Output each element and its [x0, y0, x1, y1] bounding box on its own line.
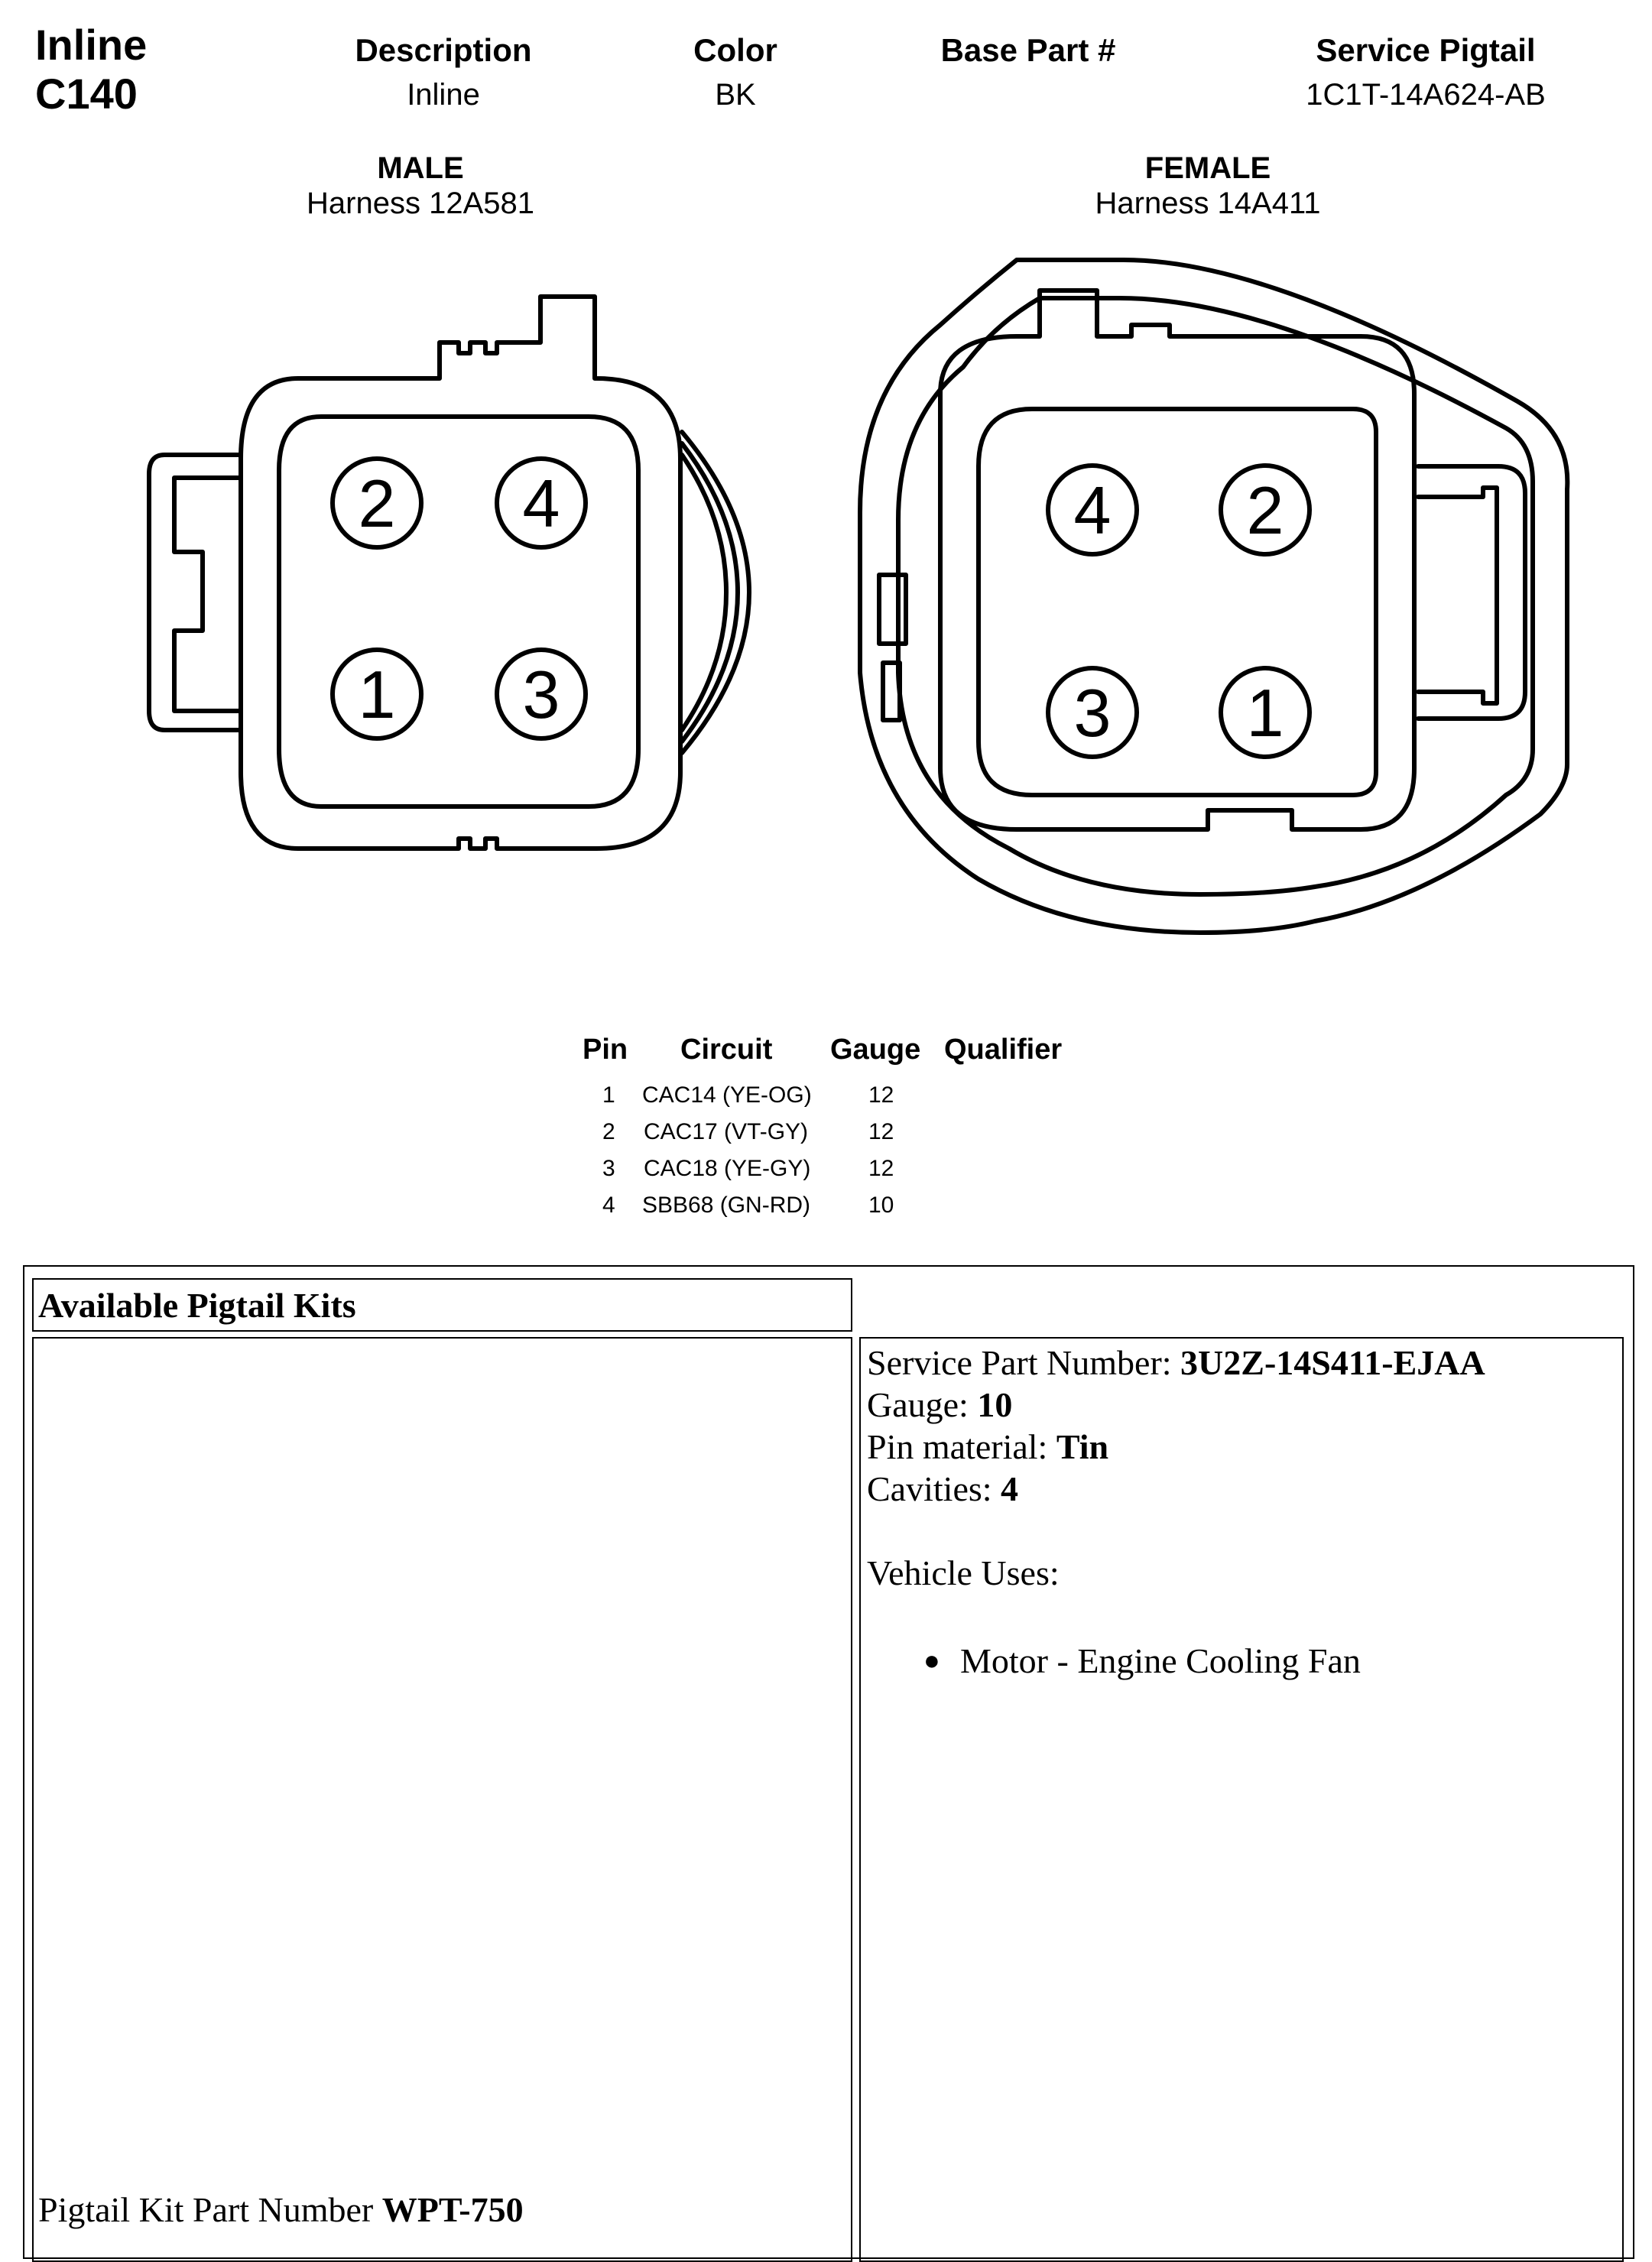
- pin-cell: 4: [602, 1193, 615, 1218]
- gauge-line: [867, 1384, 1485, 1426]
- male-pin-label: 3: [522, 657, 560, 732]
- circuit-cell: CAC17 (VT-GY): [644, 1119, 809, 1144]
- female-harness: Harness 14A411: [1095, 187, 1321, 220]
- female-latch-inner: [1418, 488, 1497, 703]
- male-housing-outer: [241, 297, 680, 849]
- pin-cell: 1: [602, 1082, 615, 1108]
- female-title: FEMALE: [1144, 151, 1271, 185]
- male-connector-diagram: [138, 283, 810, 894]
- pin-material-label: Pin material:: [867, 1427, 1056, 1466]
- male-harness: Harness 12A581: [307, 187, 534, 220]
- female-pin-label: 4: [1073, 472, 1112, 548]
- vehicle-use-item: [867, 1640, 1485, 1682]
- gauge-cell: 12: [868, 1119, 894, 1144]
- pin-header: Pin: [583, 1034, 628, 1066]
- female-housing-mid: [898, 298, 1533, 894]
- female-connector-diagram: [841, 245, 1575, 948]
- female-pin-label: 3: [1073, 675, 1112, 751]
- female-housing-core: [979, 409, 1376, 795]
- gauge-value: 10: [977, 1385, 1013, 1424]
- circuit-cell: SBB68 (GN-RD): [642, 1193, 811, 1218]
- bullet-icon: ●: [923, 1645, 940, 1676]
- gauge-header: Gauge: [830, 1034, 921, 1066]
- kits-heading: Available Pigtail Kits: [38, 1286, 356, 1325]
- kit-part-value: WPT-750: [381, 2190, 524, 2229]
- kit-right-cell: [859, 1337, 1624, 2262]
- male-side-curve-3: [682, 455, 726, 730]
- female-key-slot-upper: [879, 575, 906, 644]
- color-header: Color: [693, 32, 777, 68]
- male-pin-label: 1: [358, 657, 396, 732]
- pin-material-value: Tin: [1056, 1427, 1109, 1466]
- connector-id-label: C140: [35, 70, 138, 118]
- cavities-label: Cavities:: [867, 1469, 1001, 1508]
- male-pin-label: 4: [522, 466, 560, 541]
- kit-left-cell: [32, 1337, 852, 2262]
- gauge-label: Gauge:: [867, 1385, 978, 1424]
- kit-details: [867, 1342, 1485, 1682]
- vehicle-uses-label: Vehicle Uses:: [867, 1553, 1060, 1592]
- description-value: Inline: [407, 78, 480, 112]
- service-pigtail-value: 1C1T-14A624-AB: [1306, 78, 1546, 112]
- female-pin-label: 2: [1246, 472, 1284, 548]
- female-pin-label: 1: [1246, 675, 1284, 751]
- vehicle-use-text: Motor - Engine Cooling Fan: [960, 1641, 1361, 1680]
- pin-cell: 2: [602, 1119, 615, 1144]
- gauge-cell: 10: [868, 1193, 894, 1218]
- pin-cell: 3: [602, 1156, 615, 1181]
- connector-type-label: Inline: [35, 21, 148, 69]
- kit-part-number: [38, 2189, 524, 2231]
- service-part-label: Service Part Number:: [867, 1343, 1181, 1382]
- male-latch-left: [149, 455, 241, 730]
- gauge-cell: 12: [868, 1156, 894, 1181]
- male-pin-label: 2: [358, 466, 396, 541]
- kits-heading-cell: [32, 1278, 852, 1332]
- service-part-line: [867, 1342, 1485, 1384]
- gauge-cell: 12: [868, 1082, 894, 1108]
- circuit-header: Circuit: [680, 1034, 773, 1066]
- base-part-header: Base Part #: [940, 32, 1116, 68]
- male-latch-left-inner: [174, 478, 241, 711]
- qualifier-header: Qualifier: [944, 1034, 1063, 1066]
- female-housing-inner: [940, 290, 1414, 829]
- description-header: Description: [355, 32, 532, 68]
- service-pigtail-header: Service Pigtail: [1316, 32, 1536, 68]
- male-title: MALE: [377, 151, 464, 185]
- male-side-curve-2: [682, 443, 738, 742]
- pigtail-kits-table: [23, 1265, 1634, 2259]
- circuit-cell: CAC14 (YE-OG): [642, 1082, 812, 1108]
- color-value: BK: [715, 78, 756, 112]
- cavities-value: 4: [1001, 1469, 1019, 1508]
- male-housing-inner: [279, 417, 638, 806]
- female-latch-outer: [1418, 466, 1525, 719]
- circuit-cell: CAC18 (YE-GY): [644, 1156, 811, 1181]
- service-part-value: 3U2Z-14S411-EJAA: [1180, 1343, 1485, 1382]
- pin-material-line: [867, 1426, 1485, 1468]
- cavities-line: [867, 1468, 1485, 1510]
- kit-part-label: Pigtail Kit Part Number: [38, 2190, 382, 2229]
